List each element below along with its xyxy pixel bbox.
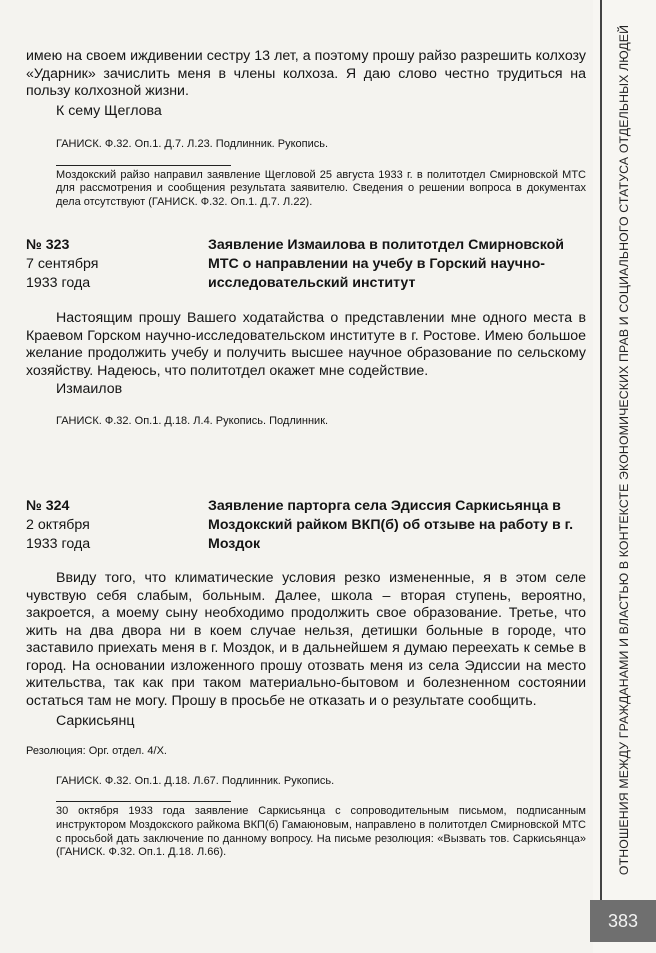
intro-footnote: Моздокский райзо направил заявление Щегловой 25 августа 1933 г. в политотдел Смирновской МТС для рассмотрения и сообщения результата заявителю. Сведения о решении вопроса в документах дела отсутствуют (ГАНИСК. Ф.32. Оп.1. Д.7. Л.22).: [56, 168, 586, 209]
document-323: [26, 236, 586, 428]
doc-323-signature: Измаилов: [56, 381, 123, 397]
doc-323-paragraph: Настоящим прошу Вашего ходатайства о представлении мне одного места в Краевом Горском научно-исследовательском институте в г. Ростове. Имею большое желание продолжить учебу и получить высшее научное образование по сельскому хозяйству. Надеюсь, что политотдел окажет мне содействие.: [26, 310, 586, 379]
page-number-box: [590, 900, 656, 942]
doc-324-header: [26, 497, 586, 554]
sidebar-rule: [600, 0, 602, 900]
document-324: [26, 497, 586, 860]
page-number: 383: [607, 910, 639, 931]
doc-323-meta: [26, 236, 196, 293]
doc-324-source: ГАНИСК. Ф.32. Оп.1. Д.18. Л.67. Подлинник. Рукопись.: [56, 775, 335, 787]
doc-323-date-year: 1933 года: [26, 275, 91, 291]
doc-324-footnote: 30 октября 1933 года заявление Саркисьянца с сопроводительным письмом, подписанным инструктором Моздокского райкома ВКП(б) Гамаюновым, направлено в политотдел Смирновской МТС с просьбой дать заключение по данному вопросу. На письме резолюция: «Вызвать тов. Саркисьянца» (ГАНИСК. Ф.32. Оп.1. Д.18. Л.66).: [56, 805, 586, 859]
running-title: ОТНОШЕНИЯ МЕЖДУ ГРАЖДАНАМИ И ВЛАСТЬЮ В КОНТЕКСТЕ ЭКОНОМИЧЕСКИХ ПРАВ И СОЦИАЛЬНОГО СТАТУСА ОТДЕЛЬНЫХ ЛЮДЕЙ: [617, 24, 631, 876]
doc-324-date-day: 2 октября: [26, 517, 90, 533]
doc-323-number: № 323: [26, 237, 70, 253]
intro-paragraph: имею на своем иждивении сестру 13 лет, а поэтому прошу райзо разрешить колхозу «Ударник» зачислить меня в члены колхоза. Я даю слово честно трудиться на пользу колхозной жизни.: [26, 48, 586, 99]
doc-323-header: [26, 236, 586, 293]
doc-324-title: Заявление парторга села Эдиссия Саркисьянца в Моздокский райком ВКП(б) об отзыве на работу в г. Моздок: [208, 498, 574, 552]
doc-324-date-year: 1933 года: [26, 536, 91, 552]
doc-323-date-day: 7 сентября: [26, 256, 99, 272]
doc-324-number: № 324: [26, 498, 70, 514]
intro-source: ГАНИСК. Ф.32. Оп.1. Д.7. Л.23. Подлинник. Рукопись.: [56, 137, 329, 150]
doc-324-resolution: Резолюция: Орг. отдел. 4/Х.: [26, 745, 167, 757]
doc-324-paragraph: Ввиду того, что климатические условия резко измененные, я в этом селе чувствую себя слабым, больным. Далее, школа – вторая ступень, вероятно, закроется, а моему сыну необходимо продолжить свое образование. Третье, что жить на два двора ни в коем случае нельзя, детишки больные в городе, что заставило приехать меня в г. Моздок, и в дальнейшем я думаю переехать к семье в город. На основании изложенного прошу отозвать меня из села Эдиссии на место жительства, так как при таком материально-бытовом и болезненном состоянии остаться там не могу. Прошу в просьбе не отказать и о результате сообщить.: [26, 570, 586, 709]
footnote-divider: [56, 801, 231, 802]
intro-signature: К сему Щеглова: [56, 102, 162, 119]
doc-324-meta: [26, 497, 196, 554]
doc-323-title: Заявление Измаилова в политотдел Смирновской МТС о направлении на учебу в Горский научно-исследовательский институт: [208, 237, 564, 291]
footnote-divider: [56, 165, 231, 166]
doc-324-signature: Саркисьянц: [56, 713, 135, 729]
doc-323-source: ГАНИСК. Ф.32. Оп.1. Д.18. Л.4. Рукопись. Подлинник.: [56, 415, 329, 427]
intro-section: [26, 48, 586, 210]
